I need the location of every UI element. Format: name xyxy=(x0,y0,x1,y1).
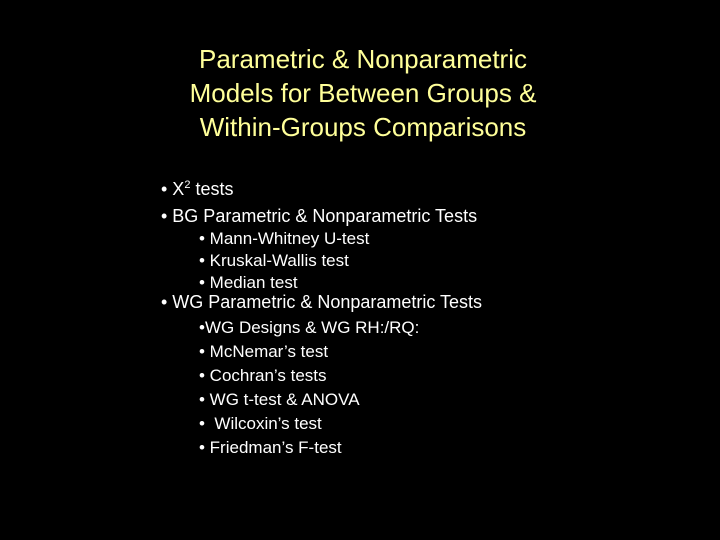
sub-bullet-cochran: • Cochran’s tests xyxy=(199,366,327,385)
bullet-chi-square-suffix: tests xyxy=(190,179,234,199)
sub-bullet-mann-whitney: • Mann-Whitney U-test xyxy=(199,229,370,248)
title-line-1: Parametric & Nonparametric xyxy=(199,44,527,74)
bullet-chi-square xyxy=(161,179,233,200)
sub-bullet-friedman: • Friedman’s F-test xyxy=(199,438,342,457)
sub-bullet-wg-designs: •WG Designs & WG RH:/RQ: xyxy=(199,318,420,337)
sub-bullet-kruskal-wallis: • Kruskal-Wallis test xyxy=(199,251,349,270)
sub-bullet-mcnemar: • McNemar’s test xyxy=(199,342,329,361)
sub-bullet-median: • Median test xyxy=(199,273,298,292)
slide-title xyxy=(0,42,720,144)
sub-bullet-wilcoxin: • Wilcoxin’s test xyxy=(199,414,322,433)
sub-bullet-wg-ttest-anova: • WG t-test & ANOVA xyxy=(199,390,360,409)
bullet-wg-tests: • WG Parametric & Nonparametric Tests xyxy=(161,292,483,312)
superscript-2: 2 xyxy=(184,179,191,191)
title-line-3: Within-Groups Comparisons xyxy=(199,112,527,142)
title-line-2: Models for Between Groups & xyxy=(189,78,537,108)
bullet-chi-square-text: • X xyxy=(161,179,185,199)
bullet-bg-tests: • BG Parametric & Nonparametric Tests xyxy=(161,206,478,226)
